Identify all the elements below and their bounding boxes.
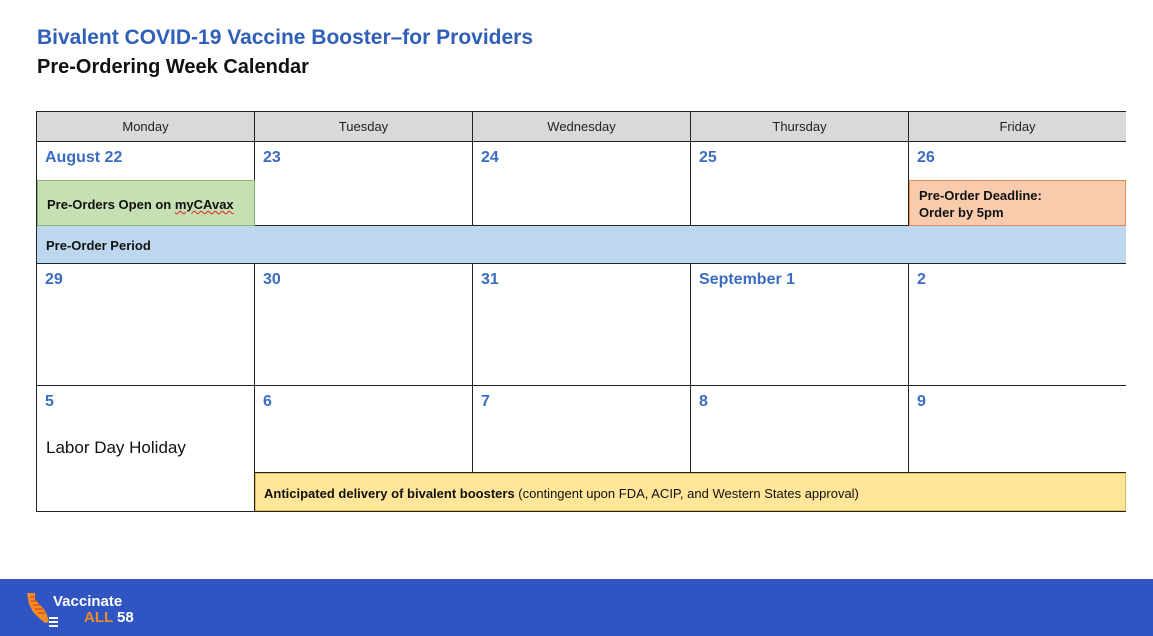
labor-day-label: Labor Day Holiday [46,438,186,457]
date-number: 9 [917,393,926,410]
delivery-note-text: (contingent upon FDA, ACIP, and Western States approval) [514,486,859,501]
day-cell [255,142,473,226]
date-number: 30 [263,271,281,288]
day-cell [909,264,1126,386]
pre-order-deadline-event [909,180,1126,226]
logo-58: 58 [112,609,134,626]
date-number: 8 [699,393,708,410]
day-cell [37,386,255,511]
page-subtitle: Pre-Ordering Week Calendar [37,56,309,78]
page-title: Bivalent COVID-19 Vaccine Booster–for Providers [37,26,534,49]
day-cell [691,386,909,473]
date-number: 6 [263,393,272,410]
day-cell [691,142,909,226]
date-number: 26 [917,149,935,166]
pre-order-period-band: Pre-Order Period [37,226,1126,264]
pre-orders-open-event [37,180,255,226]
day-cell [37,264,255,386]
logo-all: ALL [84,609,113,626]
date-number: August 22 [45,149,123,166]
footer-bar [0,579,1153,636]
mycavax-label: myCAvax [174,197,234,212]
delivery-band [255,473,1126,511]
date-number: 23 [263,149,281,166]
day-cell [691,264,909,386]
weekday-header-wednesday: Wednesday [473,112,691,142]
date-number: 7 [481,393,490,410]
date-number: 2 [917,271,926,288]
pre-orders-open-label: Pre-Orders Open on [47,197,175,212]
weekday-header-tuesday: Tuesday [255,112,473,142]
date-number: September 1 [699,271,796,288]
date-number: 25 [699,149,717,166]
day-cell [255,264,473,386]
day-cell [909,386,1126,473]
date-number: 31 [481,271,499,288]
calendar [36,111,1126,512]
day-cell [473,386,691,473]
day-cell [473,264,691,386]
delivery-bold-text: Anticipated delivery of bivalent boosters [264,486,515,501]
date-number: 5 [45,393,54,410]
weekday-header-friday: Friday [909,112,1126,142]
weekday-header-thursday: Thursday [691,112,909,142]
day-cell [255,386,473,473]
date-number: 29 [45,271,63,288]
weekday-header-monday: Monday [37,112,255,142]
deadline-line-2: Order by 5pm [919,205,1004,220]
deadline-line-1: Pre-Order Deadline: [919,188,1042,203]
logo-line-1: Vaccinate [53,593,123,610]
day-cell [473,142,691,226]
vaccinate-all-58-logo [53,594,134,626]
date-number: 24 [481,149,499,166]
